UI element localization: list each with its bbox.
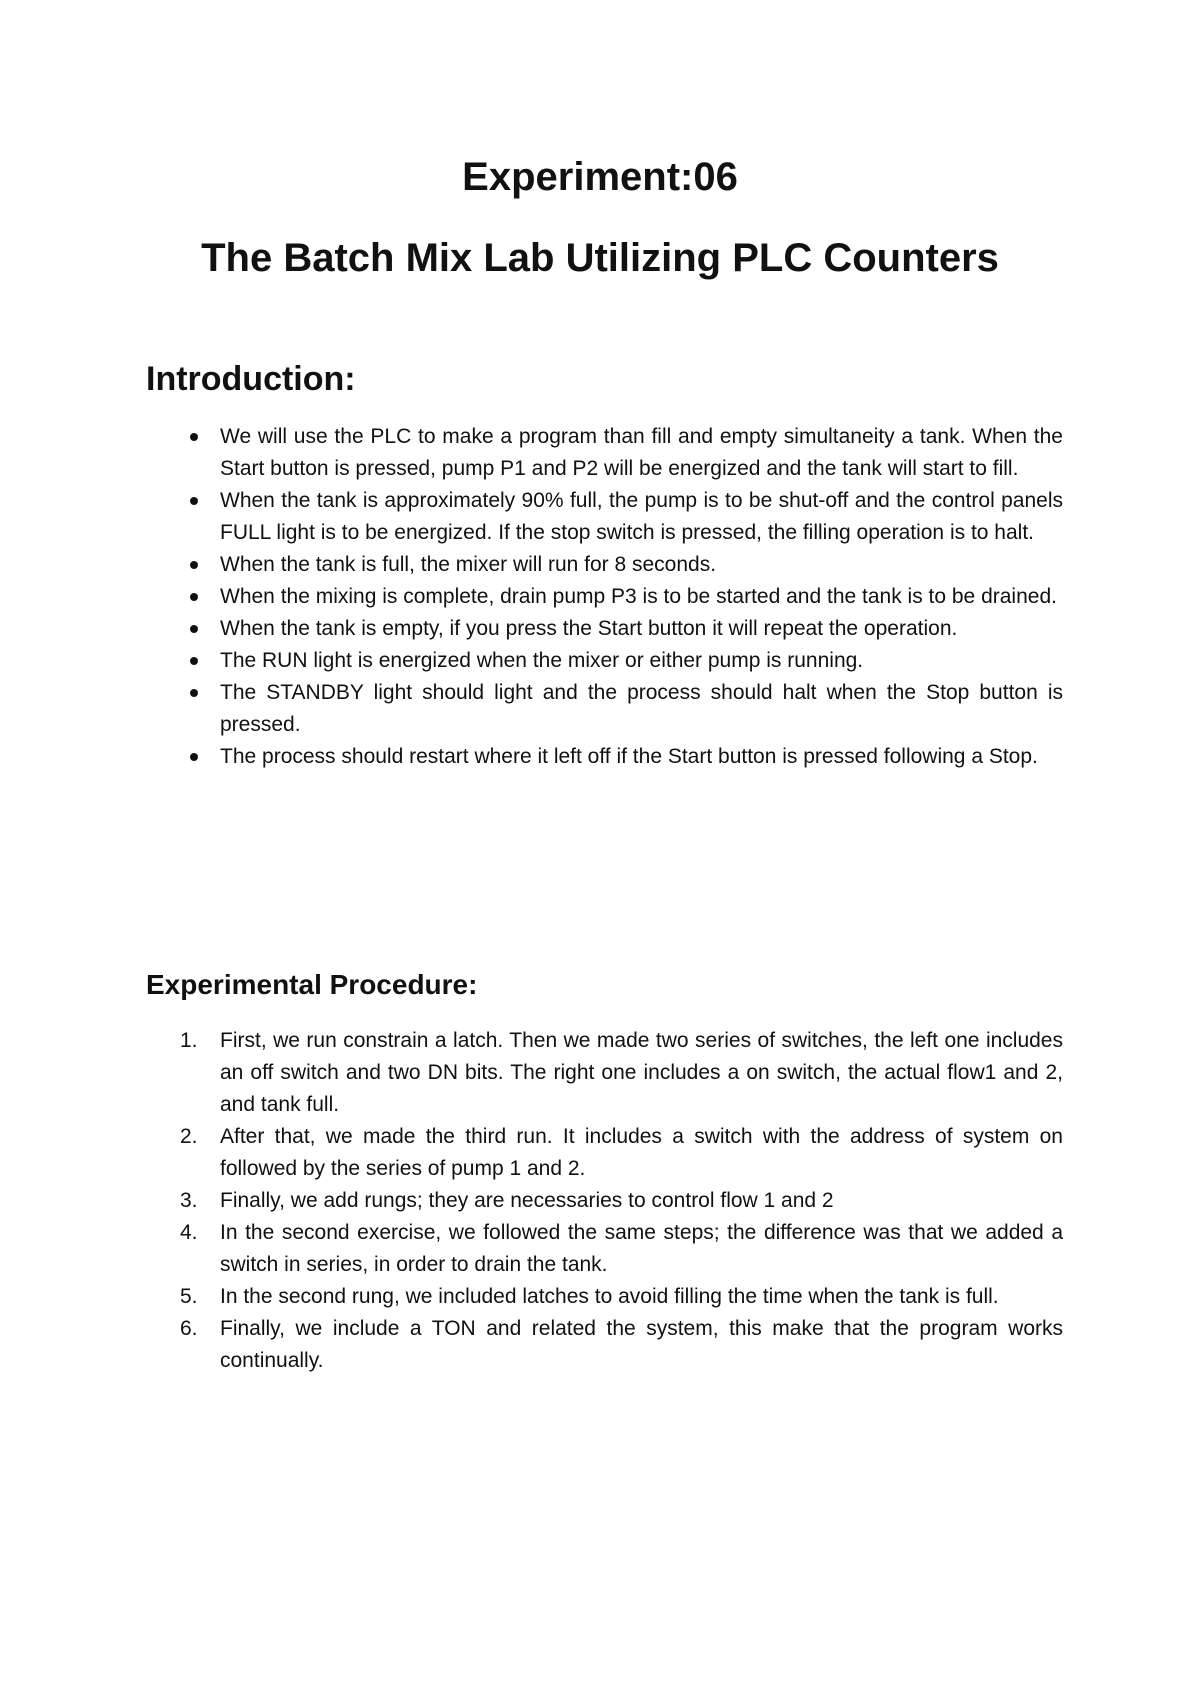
bullet-dot-icon (190, 593, 198, 601)
bullet-item (220, 741, 1063, 773)
bullet-dot-icon (190, 561, 198, 569)
step-number: 1. (180, 1029, 198, 1052)
bullet-text: The process should restart where it left off if the Start button is pressed following a Stop. (220, 745, 1038, 768)
bullet-dot-icon (190, 497, 198, 505)
bullet-text: We will use the PLC to make a program than fill and empty simultaneity a tank. When the Start button is pressed, pump P1 and P2 will be energized and the tank will start to fill. (220, 425, 1063, 480)
bullet-text: When the tank is full, the mixer will run for 8 seconds. (220, 553, 717, 576)
experiment-title: The Batch Mix Lab Utilizing PLC Counters (201, 236, 999, 280)
bullet-item (220, 549, 1063, 581)
bullet-item (220, 581, 1063, 613)
step-text: After that, we made the third run. It includes a switch with the address of system on followed by the series of pump 1 and 2. (220, 1125, 1063, 1180)
bullet-dot-icon (190, 625, 198, 633)
bullet-item (220, 613, 1063, 645)
bullet-item (220, 421, 1063, 485)
experiment-number-title: Experiment:06 (462, 155, 738, 199)
step-text: Finally, we include a TON and related the system, this make that the program works continually. (220, 1317, 1063, 1372)
bullet-dot-icon (190, 753, 198, 761)
bullet-dot-icon (190, 433, 198, 441)
bullet-text: The RUN light is energized when the mixer or either pump is running. (220, 649, 864, 672)
bullet-dot-icon (190, 657, 198, 665)
procedure-step-list (0, 1025, 1200, 1377)
step-number: 4. (180, 1221, 198, 1244)
procedure-step (180, 1121, 1063, 1185)
bullet-dot-icon (190, 689, 198, 697)
bullet-text: When the mixing is complete, drain pump P3 is to be started and the tank is to be drained. (220, 585, 1057, 608)
bullet-text: When the tank is empty, if you press the Start button it will repeat the operation. (220, 617, 958, 640)
step-number: 6. (180, 1317, 198, 1340)
bullet-item (220, 485, 1063, 549)
step-text: In the second exercise, we followed the same steps; the difference was that we added a switch in series, in order to drain the tank. (220, 1221, 1063, 1276)
step-number: 2. (180, 1125, 198, 1148)
procedure-step (180, 1185, 1063, 1217)
procedure-step (180, 1217, 1063, 1281)
procedure-step (180, 1281, 1063, 1313)
procedure-step (180, 1313, 1063, 1377)
step-number: 5. (180, 1285, 198, 1308)
bullet-text: The STANDBY light should light and the process should halt when the Stop button is pressed. (220, 681, 1063, 736)
introduction-bullet-list (0, 421, 1200, 773)
bullet-text: When the tank is approximately 90% full, the pump is to be shut-off and the control panels FULL light is to be energized. If the stop switch is pressed, the filling operation is to halt. (220, 489, 1063, 544)
step-number: 3. (180, 1189, 198, 1212)
bullet-item (220, 645, 1063, 677)
step-text: In the second rung, we included latches to avoid filling the time when the tank is full. (220, 1285, 999, 1308)
introduction-heading: Introduction: (146, 360, 356, 398)
bullet-item (220, 677, 1063, 741)
procedure-heading: Experimental Procedure: (146, 969, 478, 1000)
step-text: Finally, we add rungs; they are necessaries to control flow 1 and 2 (220, 1189, 834, 1212)
step-text: First, we run constrain a latch. Then we made two series of switches, the left one includes an off switch and two DN bits. The right one includes a on switch, the actual flow1 and 2, and tank full. (220, 1029, 1063, 1116)
procedure-step (180, 1025, 1063, 1121)
